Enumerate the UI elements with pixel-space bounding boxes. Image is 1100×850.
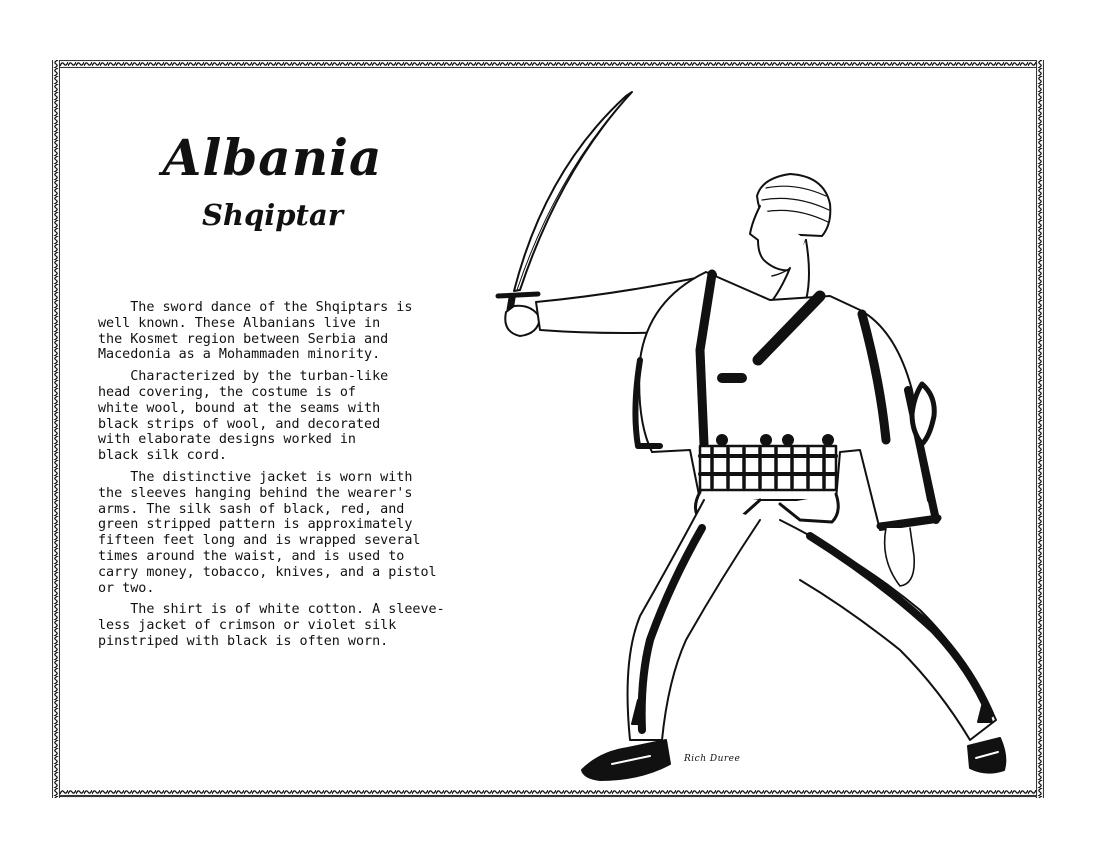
page-subtitle: Shqiptar bbox=[201, 198, 344, 232]
paragraph-sword-dance: The sword dance of the Shqiptars is well known. These Albanians live in the Kosmet region between Serbia and Macedonia as a Mohammaden minority. bbox=[98, 300, 413, 363]
artist-signature: Rich Duree bbox=[684, 754, 741, 764]
paragraph-costume: Characterized by the turban-like head covering, the costume is of white wool, bound at the seams with black strips of wool, and decorated with elaborate designs worked in black silk cord. bbox=[98, 369, 389, 464]
page-title: Albania bbox=[162, 128, 383, 187]
paragraph-jacket: The distinctive jacket is worn with the sleeves hanging behind the wearer's arms. The silk sash of black, red, and green stripped pattern is approximately fifteen feet long and is wrapped several times around the waist, and is used to carry money, tobacco, knives, and a pistol or two. bbox=[98, 469, 437, 596]
sword-dancer-illustration bbox=[440, 80, 1040, 800]
paragraph-shirt: The shirt is of white cotton. A sleeve- less jacket of crimson or violet silk pinstriped with black is often worn. bbox=[98, 602, 445, 649]
